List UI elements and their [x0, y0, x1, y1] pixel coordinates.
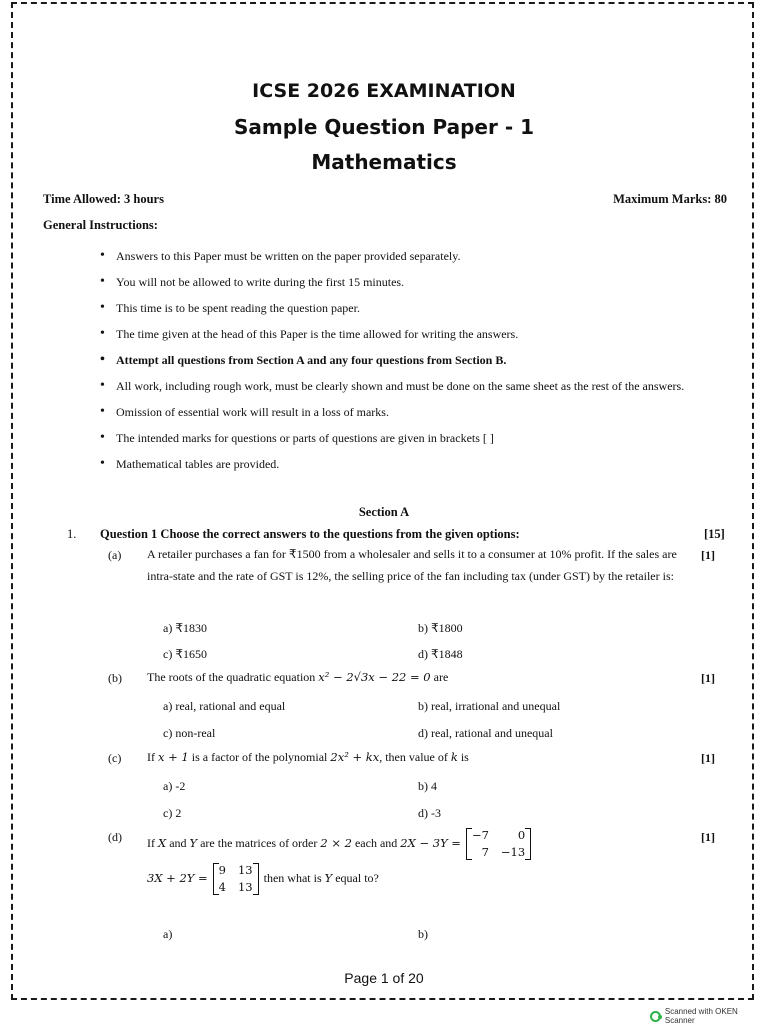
question-text: Question 1 Choose the correct answers to the questions from the given options: — [100, 527, 520, 541]
option: a) real, rational and equal — [163, 699, 286, 713]
option: d) -3 — [418, 806, 441, 820]
option: d) ₹1848 — [418, 647, 463, 661]
instruction-item: • This time is to be spent reading the question paper. — [100, 295, 720, 321]
option: a) — [163, 927, 173, 941]
part-d-label: (d) — [108, 830, 122, 844]
part-b-marks: [1] — [701, 671, 715, 685]
part-c-label: (c) — [108, 751, 122, 765]
instruction-item: • Mathematical tables are provided. — [100, 451, 720, 477]
instruction-item: • All work, including rough work, must be clearly shown and must be done on the same sheet as the rest of the answers. — [100, 373, 706, 399]
part-d-text-line1: If X and Y are the matrices of order 2 × 2 each and 2X − 3Y = −7 0 7 −13 — [147, 825, 692, 861]
instruction-item: • Omission of essential work will result in a loss of marks. — [100, 399, 720, 425]
page-number: Page 1 of 20 — [344, 970, 424, 986]
part-c-marks: [1] — [701, 751, 715, 765]
quadratic-equation: x² − 2√3x − 22 = 0 — [318, 670, 431, 684]
matrix-3x-plus-2y: 9 13 4 13 — [213, 862, 259, 896]
option: b) 4 — [418, 779, 437, 793]
maximum-marks: Maximum Marks: 80 — [613, 192, 727, 206]
time-allowed: Time Allowed: 3 hours — [43, 192, 164, 206]
part-a-marks: [1] — [701, 548, 715, 562]
instruction-item: • Attempt all questions from Section A and any four questions from Section B. — [100, 347, 720, 373]
question-number: 1. — [67, 527, 77, 541]
section-heading: Section A — [358, 505, 410, 519]
subject-title: Mathematics — [311, 150, 457, 174]
exam-title: ICSE 2026 EXAMINATION — [252, 80, 516, 102]
part-d-text-line2: 3X + 2Y = 9 13 4 13 then what is Y equal to? — [147, 863, 379, 895]
option: c) 2 — [163, 806, 182, 820]
option: a) ₹1830 — [163, 621, 207, 635]
part-a-text: A retailer purchases a fan for ₹1500 from a wholesaler and sells it to a consumer at 10% profit. If the sales are intra-state and the rate of GST is 12%, the selling price of the fan including tax (under GST) by the retailer is: — [147, 547, 677, 583]
instructions-heading: General Instructions: — [43, 218, 158, 232]
option: b) real, irrational and unequal — [418, 699, 561, 713]
option: c) ₹1650 — [163, 647, 207, 661]
instruction-item: • You will not be allowed to write during the first 15 minutes. — [100, 269, 720, 295]
scanner-logo-icon — [650, 1011, 661, 1022]
instructions-list — [100, 243, 720, 477]
option: b) — [418, 927, 428, 941]
option: a) -2 — [163, 779, 186, 793]
instruction-item: • Answers to this Paper must be written on the paper provided separately. — [100, 243, 720, 269]
part-b-text: The roots of the quadratic equation x² − 2√3x − 22 = 0 are — [147, 670, 449, 684]
scanner-watermark: Scanned with OKEN Scanner — [650, 1007, 768, 1025]
paper-subtitle: Sample Question Paper - 1 — [233, 115, 534, 139]
part-c-text: If x + 1 is a factor of the polynomial 2x² + kx, then value of k is — [147, 750, 469, 764]
part-a-label: (a) — [108, 548, 122, 562]
option: d) real, rational and unequal — [418, 726, 553, 740]
instruction-item: • The time given at the head of this Paper is the time allowed for writing the answers. — [100, 321, 720, 347]
question-marks: [15] — [704, 527, 725, 541]
instruction-item: • The intended marks for questions or parts of questions are given in brackets [ ] — [100, 425, 720, 451]
part-b-label: (b) — [108, 671, 122, 685]
part-d-marks: [1] — [701, 830, 715, 844]
matrix-2x-minus-3y: −7 0 7 −13 — [466, 827, 531, 861]
option: b) ₹1800 — [418, 621, 463, 635]
option: c) non-real — [163, 726, 216, 740]
